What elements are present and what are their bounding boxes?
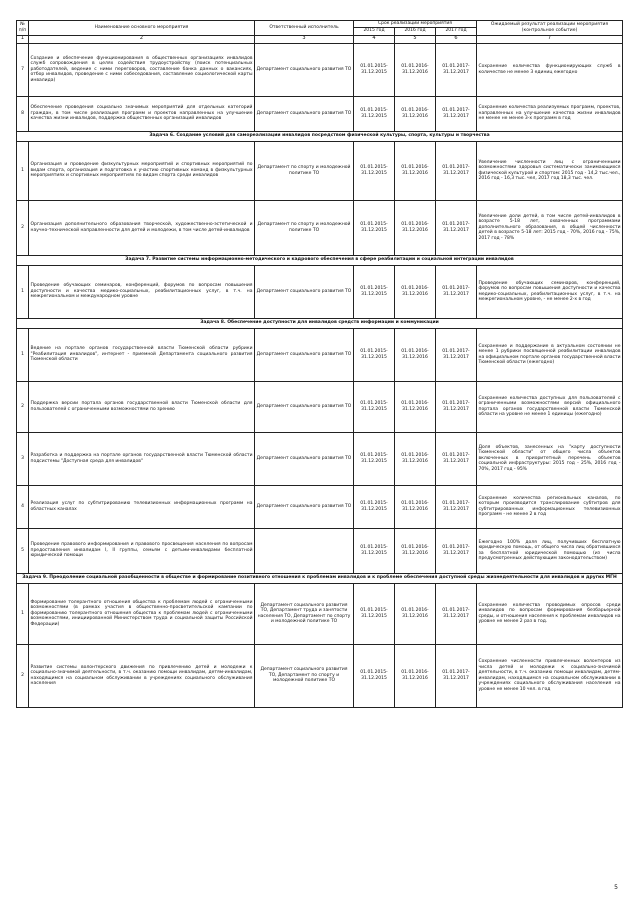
task-heading: Задача 9. Преодоление социальной разобщенности в обществе и формирование позитивного отношения к проблемам инвалидов и к проблеме обеспечения доступной среды жизнедеятельности для инвалидов и других МГН [17,573,623,583]
period-2015: 01.01.2015-31.12.2015 [354,583,395,644]
row-number: 2 [17,381,29,432]
table-row [17,485,623,528]
measure-name: Реализация услуг по субтитрированию телевизионных информационных программ на областных каналах [29,485,255,528]
expected-result: Сохранение количества реализуемых программ, проектов, направленных на улучшение качества жизни инвалидов не менее не менее 3-х программ в год [477,96,623,131]
measure-name: Проведение обучающих семинаров, конференций, форумов по вопросам повышения доступности и качества медико-социальных, реабилитационных услуг, в т.ч. на межрегиональном и международном уровне [29,265,255,318]
row-number: 1 [17,141,29,200]
expected-result: Ежегодно 100% доля лиц, получивших бесплатную юридическую помощь, от общего числа лиц обратившихся за бесплатной юридической помощью (из числа предусмотренных действующим законодательством) [477,528,623,573]
measure-name: Организация и проведение физкультурных мероприятий и спортивных мероприятий по видам спорта, организация и подготовка к участию спортивных команд в физкультурных мероприятиях и спортивных мероприятиях по видам спорта среди инвалидов [29,141,255,200]
period-2017: 01.01.2017-31.12.2017 [436,381,477,432]
header-year-2017: 2017 год [436,27,477,35]
executor: Департамент социального развития ТО, Департамент по спорту и молодежной политике ТО [255,644,354,707]
row-number: 4 [17,485,29,528]
measures-table [16,20,623,708]
period-2015: 01.01.2015-31.12.2015 [354,485,395,528]
period-2016: 01.01.2016-31.12.2016 [395,265,436,318]
period-2017: 01.01.2017-31.12.2017 [436,485,477,528]
table-body [17,43,623,707]
period-2016: 01.01.2016-31.12.2016 [395,141,436,200]
task-heading: Задача 6. Создание условий для самореализации инвалидов посредством физической культуры, спорта, культуры и творчества [17,131,623,141]
row-number: 8 [17,96,29,131]
period-2017: 01.01.2017-31.12.2017 [436,328,477,381]
header-year-2016: 2016 год [395,27,436,35]
expected-result: Сохранение количества региональных каналов, по которым производится транслирование субтитров для субтитрированных информационных телевизионных программ - не менее 2 в год [477,485,623,528]
period-2016: 01.01.2016-31.12.2016 [395,96,436,131]
row-number: 1 [17,328,29,381]
header-period: Срок реализации мероприятия [354,21,477,28]
period-2015: 01.01.2015-31.12.2015 [354,381,395,432]
executor: Департамент социального развития ТО [255,432,354,485]
header-year-2015: 2015 год [354,27,395,35]
expected-result: Сохранение количества доступных для пользователей с ограниченными возможностями версий официального портала органов государственной власти Тюменской области на уровне не менее 1 единицы (ежегодно) [477,381,623,432]
header-result: Ожидаемый результат реализации мероприятия (контрольное событие) [477,21,623,36]
table-row [17,200,623,255]
period-2015: 01.01.2015-31.12.2015 [354,200,395,255]
period-2017: 01.01.2017-31.12.2017 [436,528,477,573]
executor: Департамент социального развития ТО, Департамент труда и занятости населения ТО, Департамент по спорту и молодежной политике ТО [255,583,354,644]
row-number: 2 [17,644,29,707]
row-number: 7 [17,43,29,96]
executor [255,528,354,573]
expected-result: Увеличение численности лиц с ограниченными возможностями здоровья систематически занимающихся физической культурой и спортом: 2015 год - 14,2 тыс.чел., 2016 год - 16,3 тыс. чел, 2017 год 18,3 тыс. чел. [477,141,623,200]
column-number: 4 [354,35,395,43]
header-num: № п/п [17,21,29,36]
measure-name: Обеспечение проведения социально значимых мероприятий для отдельных категорий граждан, в том числе реализация программ и проектов направленных на улучшение качества жизни инвалидов, поддержка общественных организаций инвалидов [29,96,255,131]
measure-name: Организация дополнительного образования творческой, художественно-эстетической и научно-технической направленности для детей и молодежи, в том числе детей-инвалидов [29,200,255,255]
task-heading: Задача 7. Развитие системы информационно-методического и кадрового обеспечения в сфере реабилитации и социальной интеграции инвалидов [17,255,623,265]
row-number: 1 [17,265,29,318]
expected-result: Доля объектов, занесенных на "карту доступности Тюменской области" от общего числа объектов включенных в приоритетный перечень объектов социальной инфраструктуры: 2015 год - 25%, 2016 год - 70%, 2017 год - 95% [477,432,623,485]
period-2017: 01.01.2017-31.12.2017 [436,43,477,96]
row-number: 2 [17,200,29,255]
period-2015: 01.01.2015-31.12.2015 [354,265,395,318]
table-row [17,43,623,96]
expected-result: Проведение обучающих семинаров, конференций, форумов по вопросам повышения доступности и качества медико-социальных, реабилитационных услуг, в т.ч. на межрегиональном уровне, - не менее 2-х в год [477,265,623,318]
measure-name: Разработка и поддержка на портале органов государственной власти Тюменской области подсистемы "Доступная среда для инвалидов" [29,432,255,485]
period-2016: 01.01.2016-31.12.2016 [395,528,436,573]
executor: Департамент социального развития ТО [255,96,354,131]
table-row [17,265,623,318]
executor: Департамент социального развития ТО [255,485,354,528]
period-2015: 01.01.2015-31.12.2015 [354,432,395,485]
measure-name: Развитие системы волонтерского движения по привлечению детей и молодежи к социально-значимой деятельности, в т.ч. оказанию помощи инвалидам, детям-инвалидам, находящимся на социальном обслуживании в учреждениях социального обслуживания населения [29,644,255,707]
row-number: 1 [17,583,29,644]
table-row [17,141,623,200]
expected-result: Сохранение количества функционирующих служб в количестве не менее 3 единиц ежегодно [477,43,623,96]
executor: Департамент социального развития ТО [255,381,354,432]
period-2016: 01.01.2016-31.12.2016 [395,200,436,255]
period-2017: 01.01.2017-31.12.2017 [436,583,477,644]
executor: Департамент социального развития ТО [255,43,354,96]
column-number: 6 [436,35,477,43]
period-2017: 01.01.2017-31.12.2017 [436,644,477,707]
header-name: Наименование основного мероприятия [29,21,255,36]
period-2015: 01.01.2015-31.12.2015 [354,96,395,131]
task-heading-row [17,255,623,265]
executor: Департамент социального развития ТО [255,328,354,381]
column-number: 5 [395,35,436,43]
period-2015: 01.01.2015-31.12.2015 [354,141,395,200]
document-page [16,20,623,708]
task-heading: Задача 8. Обеспечение доступности для инвалидов средств информации и коммуникации [17,318,623,328]
measure-name: Ведение на портале органов государственной власти Тюменской области рубрики "Реабилитация инвалидов", интернет - приемной Департамента социального развития Тюменской области [29,328,255,381]
measure-name: Формирование толерантного отношения общества к проблемам людей с ограниченными возможностями (в рамках участия в общественно-просветительской кампании по формированию толерантного отношения общества к проблемам людей с ограниченными возможностями, инициированной Министерством труда и социальной защиты Российской Федерации) [29,583,255,644]
task-heading-row [17,318,623,328]
column-number: 2 [29,35,255,43]
measure-name: Проведение правового информирования и правового просвещения населения по вопросам предоставления инвалидам I, II группы, семьям с детьми-инвалидами бесплатной юридической помощи [29,528,255,573]
table-row [17,432,623,485]
task-heading-row [17,573,623,583]
table-row [17,96,623,131]
period-2016: 01.01.2016-31.12.2016 [395,432,436,485]
expected-result: Сохранение количества проводимых опросов среди инвалидов по вопросам формирования безбарьерной среды, и отношения населения к проблемам инвалидов на уровне не менее 2 раз в год. [477,583,623,644]
column-number: 1 [17,35,29,43]
executor: Департамент по спорту и молодежной политике ТО [255,141,354,200]
period-2015: 01.01.2015-31.12.2015 [354,43,395,96]
period-2016: 01.01.2016-31.12.2016 [395,485,436,528]
period-2017: 01.01.2017-31.12.2017 [436,200,477,255]
period-2015: 01.01.2015-31.12.2015 [354,528,395,573]
period-2015: 01.01.2015-31.12.2015 [354,328,395,381]
table-row [17,381,623,432]
table-row [17,528,623,573]
column-number: 3 [255,35,354,43]
task-heading-row [17,131,623,141]
measure-name: Поддержка версии портала органов государственной власти Тюменской области для пользователей с ограниченными возможностями по зрению [29,381,255,432]
expected-result: Сохранение численности привлеченных волонтеров из числа детей и молодежи к социально-значимой деятельности, в т.ч. оказанию помощи инвалидам, детям-инвалидам, находящимся на социальном обслуживании в учреждениях социального обслуживания населения на уровне не менее 10 чел. в год [477,644,623,707]
row-number: 3 [17,432,29,485]
period-2017: 01.01.2017-31.12.2017 [436,96,477,131]
period-2017: 01.01.2017-31.12.2017 [436,432,477,485]
period-2017: 01.01.2017-31.12.2017 [436,141,477,200]
period-2016: 01.01.2016-31.12.2016 [395,328,436,381]
executor: Департамент социального развития ТО [255,265,354,318]
column-number: 7 [477,35,623,43]
period-2016: 01.01.2016-31.12.2016 [395,644,436,707]
measure-name: Создание и обеспечение функционирования в общественных организациях инвалидов служб сопровождения в целях содействия трудоустройству (поиск потенциальных работодателей, ведение с ними переговоров, составление банка данных о вакансиях, отбор инвалидов, проведение с ними собеседования, составление социологической карты инвалида) [29,43,255,96]
period-2015: 01.01.2015-31.12.2015 [354,644,395,707]
period-2016: 01.01.2016-31.12.2016 [395,583,436,644]
header-executor: Ответственный исполнитель [255,21,354,36]
table-row [17,328,623,381]
expected-result: Увеличение доли детей, в том числе детей-инвалидов в возрасте 5-18 лет, охваченных программами дополнительного образования, в общей численности детей в возрасте 5-18 лет: 2015 год - 70%, 2016 год - 75%, 2017 год - 78% [477,200,623,255]
expected-result: Сохранение и поддержание в актуальном состоянии не менее 1 рубрики посвященной реабилитации инвалидов на официальном портале органов государственной власти Тюменской области (ежегодно) [477,328,623,381]
executor: Департамент по спорту и молодежной политике ТО [255,200,354,255]
period-2016: 01.01.2016-31.12.2016 [395,381,436,432]
table-row [17,583,623,644]
page-number: 5 [614,884,618,891]
period-2016: 01.01.2016-31.12.2016 [395,43,436,96]
row-number: 5 [17,528,29,573]
period-2017: 01.01.2017-31.12.2017 [436,265,477,318]
table-row [17,644,623,707]
